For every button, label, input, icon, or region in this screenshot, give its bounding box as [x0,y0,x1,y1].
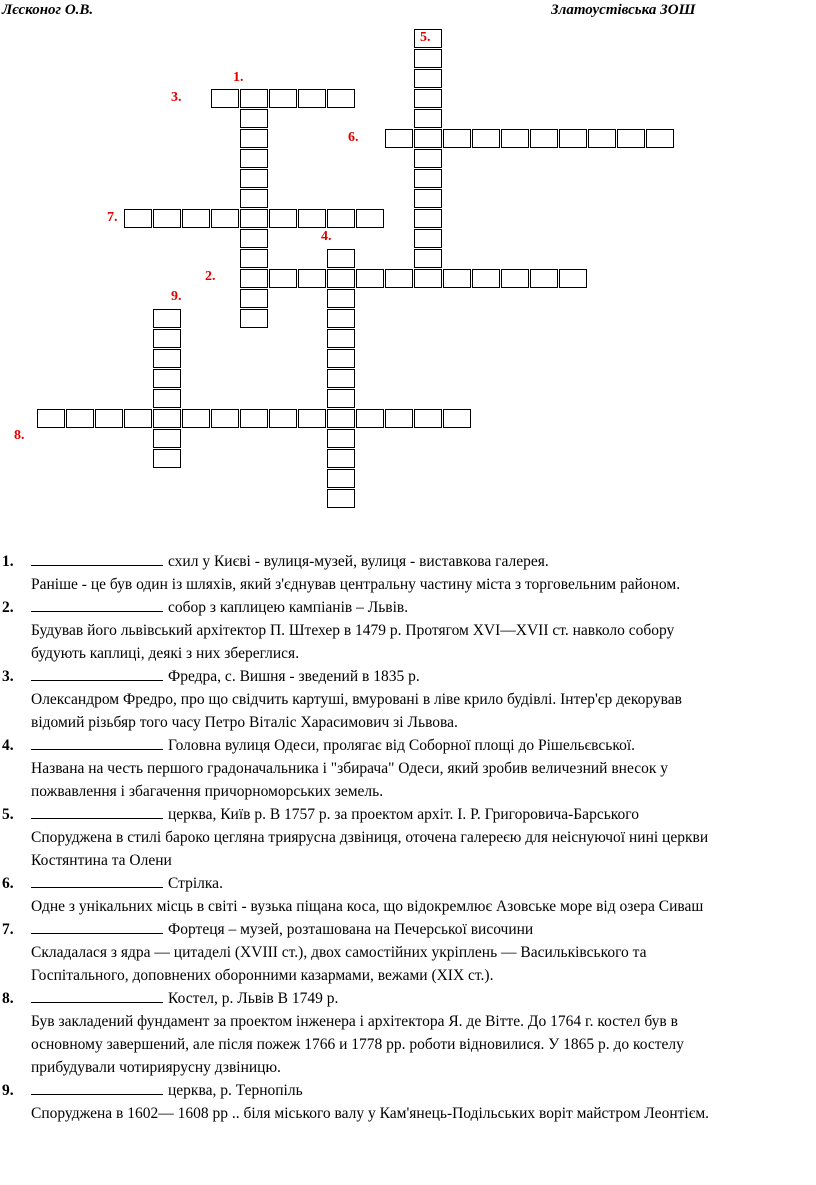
crossword-cell[interactable] [298,209,326,228]
word-number-label: 5. [420,30,431,45]
answer-blank[interactable] [31,1093,163,1095]
clue-description-line: Споруджена в 1602— 1608 рр .. біля міського валу у Кам'янець-Подільських воріт майстром Леонтієм. [31,1105,710,1122]
crossword-cell[interactable] [240,409,268,428]
crossword-cell[interactable] [414,249,442,268]
crossword-cell[interactable] [414,149,442,168]
word-number-label: 8. [14,428,25,443]
clue-number: 2. [2,599,14,616]
crossword-cell[interactable] [240,169,268,188]
answer-blank[interactable] [31,932,163,934]
answer-blank[interactable] [31,817,163,819]
crossword-cell[interactable] [414,169,442,188]
clue-title-line [31,553,549,571]
clue-description-line: відомий різьбяр того часу Петро Віталіс Харасимович зі Львова. [31,714,458,731]
clue-title: церква, Київ р. В 1757 р. за проектом архіт. І. Р. Григоровича-Барського [168,806,639,823]
crossword-cell[interactable] [559,269,587,288]
clue-title-line [31,921,533,939]
crossword-cell[interactable] [327,309,355,328]
crossword-cell[interactable] [240,289,268,308]
crossword-cell[interactable] [240,149,268,168]
word-number-label: 4. [321,229,332,244]
crossword-cell[interactable] [182,409,210,428]
crossword-cell[interactable] [414,409,442,428]
crossword-cell[interactable] [443,129,471,148]
crossword-cell[interactable] [472,269,500,288]
clue-description-line: Був закладений фундамент за проектом інженера і архітектора Я. де Вітте. До 1764 г. костел був в [31,1013,678,1030]
crossword-cell[interactable] [414,89,442,108]
clue-title: Фортеця – музей, розташована на Печерської височини [168,921,534,938]
clue-title: Фредра, с. Вишня - зведений в 1835 р. [168,668,420,685]
clue-description-line: будують каплиці, деякі з них збереглися. [31,645,300,662]
crossword-cell[interactable] [211,89,239,108]
word-number-label: 1. [233,70,244,85]
school-name: Златоустівська ЗОШ [551,2,696,18]
word-number-label: 7. [107,210,118,225]
word-number-label: 2. [205,269,216,284]
clue-description-line: основному завершений, але після пожеж 1766 и 1778 рр. роботи відновилися. У 1865 р. до костелу [31,1036,684,1053]
crossword-cell[interactable] [414,209,442,228]
clue-description-line: Госпітального, доповнених оборонними казармами, вежами (XIX ст.). [31,967,494,984]
crossword-cell[interactable] [153,389,181,408]
crossword-cell[interactable] [472,129,500,148]
crossword-cell[interactable] [327,329,355,348]
crossword-cell[interactable] [153,369,181,388]
crossword-cell[interactable] [211,409,239,428]
crossword-cell[interactable] [269,209,297,228]
crossword-cell[interactable] [414,49,442,68]
crossword-cell[interactable] [327,89,355,108]
clue-number: 1. [2,553,14,570]
crossword-cell[interactable] [240,189,268,208]
crossword-cell[interactable] [414,189,442,208]
crossword-cell[interactable] [124,209,152,228]
crossword-cell[interactable] [327,449,355,468]
crossword-cell[interactable] [153,329,181,348]
crossword-cell[interactable] [124,409,152,428]
crossword-cell[interactable] [182,209,210,228]
clue-title-line [31,875,223,893]
answer-blank[interactable] [31,1001,163,1003]
crossword-cell[interactable] [414,69,442,88]
answer-blank[interactable] [31,748,163,750]
crossword-cell[interactable] [327,369,355,388]
crossword-cell[interactable] [443,409,471,428]
crossword-cell[interactable] [327,389,355,408]
crossword-cell[interactable] [414,129,442,148]
crossword-cell[interactable] [327,429,355,448]
crossword-cell[interactable] [153,209,181,228]
clue-title-line [31,990,338,1008]
clue-title: собор з каплицею кампіанів – Львів. [168,599,409,616]
crossword-cell[interactable] [327,289,355,308]
clue-title-line [31,806,639,824]
crossword-cell[interactable] [153,349,181,368]
clue-number: 7. [2,921,14,938]
clue-number: 4. [2,737,14,754]
clue-description-line: Складалася з ядра — цитаделі (XVIII ст.), двох самостійних укріплень — Васильківського та [31,944,647,961]
crossword-cell[interactable] [414,269,442,288]
clue-description-line: пожвавлення і збагачення причорноморських земель. [31,783,384,800]
crossword-cell[interactable] [153,449,181,468]
crossword-cell[interactable] [646,129,674,148]
clue-title: схил у Києві - вулиця-музей, вулиця - виставкова галерея. [168,553,549,570]
clue-description-line: Названа на честь першого градоначальника і "збирача" Одеси, який зробив величезний внесок у [31,760,669,777]
clue-title-line [31,737,635,755]
crossword-cell[interactable] [385,269,413,288]
crossword-cell[interactable] [443,269,471,288]
crossword-cell[interactable] [327,409,355,428]
answer-blank[interactable] [31,564,163,566]
crossword-cell[interactable] [617,129,645,148]
clue-description-line: Споруджена в стилі бароко цегляна триярусна дзвіниця, оточена галереєю для неіснуючої нині церкви [31,829,709,846]
crossword-cell[interactable] [66,409,94,428]
crossword-cell[interactable] [298,89,326,108]
crossword-cell[interactable] [298,409,326,428]
author-name: Лєсконог О.В. [2,2,94,18]
clue-title: Головна вулиця Одеси, пролягає від Соборної площі до Рішельєвської. [168,737,636,754]
clue-description-line: Олександром Фредро, про що свідчить картуші, вмуровані в ліве крило будівлі. Інтер'єр декорував [31,691,682,708]
crossword-cell[interactable] [240,249,268,268]
crossword-cell[interactable] [240,209,268,228]
crossword-cell[interactable] [269,269,297,288]
crossword-cell[interactable] [240,269,268,288]
clue-number: 8. [2,990,14,1007]
clue-title: церква, р. Тернопіль [168,1082,303,1099]
crossword-cell[interactable] [356,269,384,288]
clue-description-line: Костянтина та Олени [31,852,172,869]
word-number-label: 3. [171,90,182,105]
crossword-cell[interactable] [298,269,326,288]
crossword-cell[interactable] [153,429,181,448]
clue-title: Стрілка. [168,875,223,892]
crossword-cell[interactable] [327,349,355,368]
crossword-cell[interactable] [327,469,355,488]
clue-title: Костел, р. Львів В 1749 р. [168,990,339,1007]
clue-description-line: Одне з унікальних місць в світі - вузька піщана коса, що відокремлює Азовське море від озера Сиваш [31,898,704,915]
clue-number: 6. [2,875,14,892]
crossword-cell[interactable] [240,89,268,108]
crossword-cell[interactable] [414,229,442,248]
crossword-cell[interactable] [327,269,355,288]
crossword-cell[interactable] [269,409,297,428]
crossword-cell[interactable] [385,129,413,148]
clue-title-line [31,668,420,686]
crossword-cell[interactable] [269,89,297,108]
crossword-cell[interactable] [95,409,123,428]
crossword-cell[interactable] [356,409,384,428]
clue-title-line [31,1082,303,1100]
crossword-cell[interactable] [530,129,558,148]
word-number-label: 9. [171,289,182,304]
crossword-cell[interactable] [327,209,355,228]
clue-title-line [31,599,408,617]
clue-number: 3. [2,668,14,685]
crossword-cell[interactable] [385,409,413,428]
word-number-label: 6. [348,130,359,145]
crossword-cell[interactable] [530,269,558,288]
crossword-cell[interactable] [414,109,442,128]
crossword-cell[interactable] [37,409,65,428]
crossword-cell[interactable] [501,129,529,148]
crossword-cell[interactable] [356,209,384,228]
crossword-cell[interactable] [153,409,181,428]
answer-blank[interactable] [31,679,163,681]
crossword-cell[interactable] [240,129,268,148]
crossword-cell[interactable] [153,309,181,328]
crossword-cell[interactable] [588,129,616,148]
clue-description-line: Будував його львівський архітектор П. Штехер в 1479 р. Протягом XVI—XVII ст. навколо собору [31,622,675,639]
clue-description-line: Раніше - це був один із шляхів, який з'єднував центральну частину міста з торговельним районом. [31,576,681,593]
crossword-cell[interactable] [327,489,355,508]
crossword-cell[interactable] [240,109,268,128]
crossword-cell[interactable] [501,269,529,288]
crossword-cell[interactable] [240,309,268,328]
crossword-cell[interactable] [211,209,239,228]
crossword-cell[interactable] [327,249,355,268]
clue-number: 9. [2,1082,14,1099]
crossword-cell[interactable] [559,129,587,148]
answer-blank[interactable] [31,886,163,888]
clue-description-line: прибудували чотириярусну дзвіницю. [31,1059,281,1076]
crossword-cell[interactable] [240,229,268,248]
answer-blank[interactable] [31,610,163,612]
clue-number: 5. [2,806,14,823]
